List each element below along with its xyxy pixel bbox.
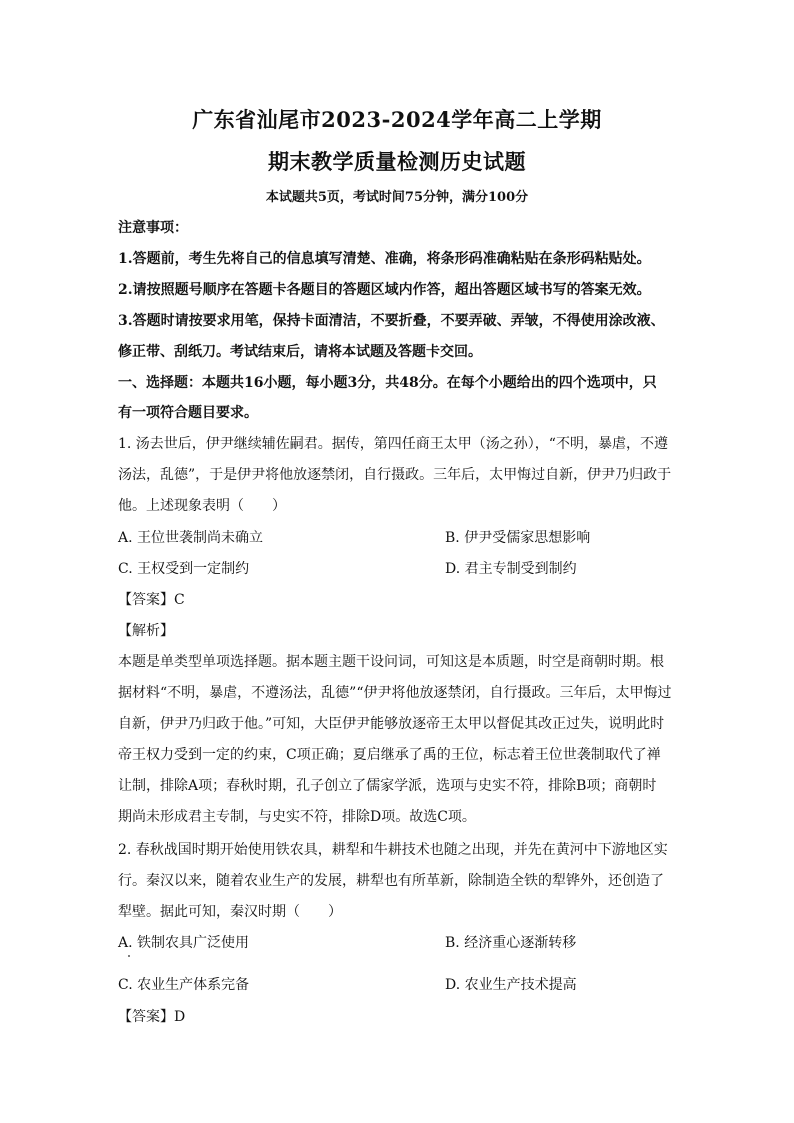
note-item-3-cont: 修正带、刮纸刀。考试结束后，请将本试题及答题卡交回。: [118, 344, 482, 360]
q2-option-a: A. 铁制农具广泛使用: [118, 935, 250, 951]
stray-mark: [128, 955, 130, 957]
q2-option-d: D. 农业生产技术提高: [445, 977, 577, 993]
q2-option-b: B. 经济重心逐渐转移: [445, 935, 577, 951]
q1-option-a: A. 王位世袭制尚未确立: [118, 530, 264, 546]
exam-info: 本试题共5页，考试时间75分钟，满分100分: [265, 190, 529, 205]
q2-option-c: C. 农业生产体系完备: [118, 977, 250, 993]
q2-stem-cont: 行。秦汉以来，随着农业生产的发展，耕犁也有所革新，除制造全铁的犁铧外，还创造了: [118, 873, 664, 889]
note-item-2: 2.请按照题号顺序在答题卡各题目的答题区域内作答，超出答题区域书写的答案无效。: [118, 282, 651, 298]
q1-analysis-heading: 【解析】: [118, 623, 174, 639]
page-title: 广东省汕尾市2023-2024学年高二上学期: [192, 107, 602, 132]
q1-analysis: 本题是单类型单项选择题。据本题主题干设问词，可知这是本质题，时空是商朝时期。根: [118, 654, 664, 670]
q1-stem-end: 他。上述现象表明（ ）: [118, 498, 286, 514]
section-heading: 一、选择题：本题共16小题，每小题3分，共48分。在每个小题给出的四个选项中，只: [118, 375, 657, 391]
q1-stem: 1. 汤去世后，伊尹继续辅佐嗣君。据传，第四任商王太甲（汤之孙），“不明，暴虐，不遵: [118, 436, 668, 452]
q1-option-d: D. 君主专制受到制约: [445, 561, 577, 577]
page-title-line2: 期末教学质量检测历史试题: [268, 149, 526, 174]
q1-analysis: 自新，伊尹乃归政于他。”可知，大臣伊尹能够放逐帝王太甲以督促其改正过失，说明此时: [118, 716, 665, 732]
q1-analysis: 据材料“不明，暴虐，不遵汤法，乱德”“伊尹将他放逐禁闭，自行摄政。三年后，太甲悔过: [118, 685, 672, 701]
section-heading-cont: 有一项符合题目要求。: [118, 405, 258, 421]
notes-heading: 注意事项：: [118, 220, 188, 236]
q1-analysis: 帝王权力受到一定的约束，C项正确；夏启继承了禹的王位，标志着王位世袭制取代了禅: [118, 747, 661, 763]
q1-analysis: 期尚未形成君主专制，与史实不符，排除D项。故选C项。: [118, 809, 476, 825]
note-item-1: 1.答题前，考生先将自己的信息填写清楚、准确，将条形码准确粘贴在条形码粘贴处。: [118, 251, 651, 267]
q1-option-c: C. 王权受到一定制约: [118, 561, 250, 577]
q1-stem-cont: 汤法，乱德”，于是伊尹将他放逐禁闭，自行摄政。三年后，太甲悔过自新，伊尹乃归政于: [118, 467, 672, 483]
q1-analysis: 让制，排除A项；春秋时期，孔子创立了儒家学派，选项与史实不符，排除B项；商朝时: [118, 778, 657, 794]
note-item-3: 3.答题时请按要求用笔，保持卡面清洁，不要折叠，不要弄破、弄皱，不得使用涂改液、: [118, 313, 665, 329]
q2-answer: 【答案】D: [118, 1009, 186, 1025]
q1-answer: 【答案】C: [118, 592, 185, 608]
q2-stem-end: 犁壁。据此可知，秦汉时期（ ）: [118, 904, 342, 920]
q1-option-b: B. 伊尹受儒家思想影响: [445, 530, 591, 546]
q2-stem: 2. 春秋战国时期开始使用铁农具，耕犁和牛耕技术也随之出现，并先在黄河中下游地区实: [118, 842, 668, 858]
